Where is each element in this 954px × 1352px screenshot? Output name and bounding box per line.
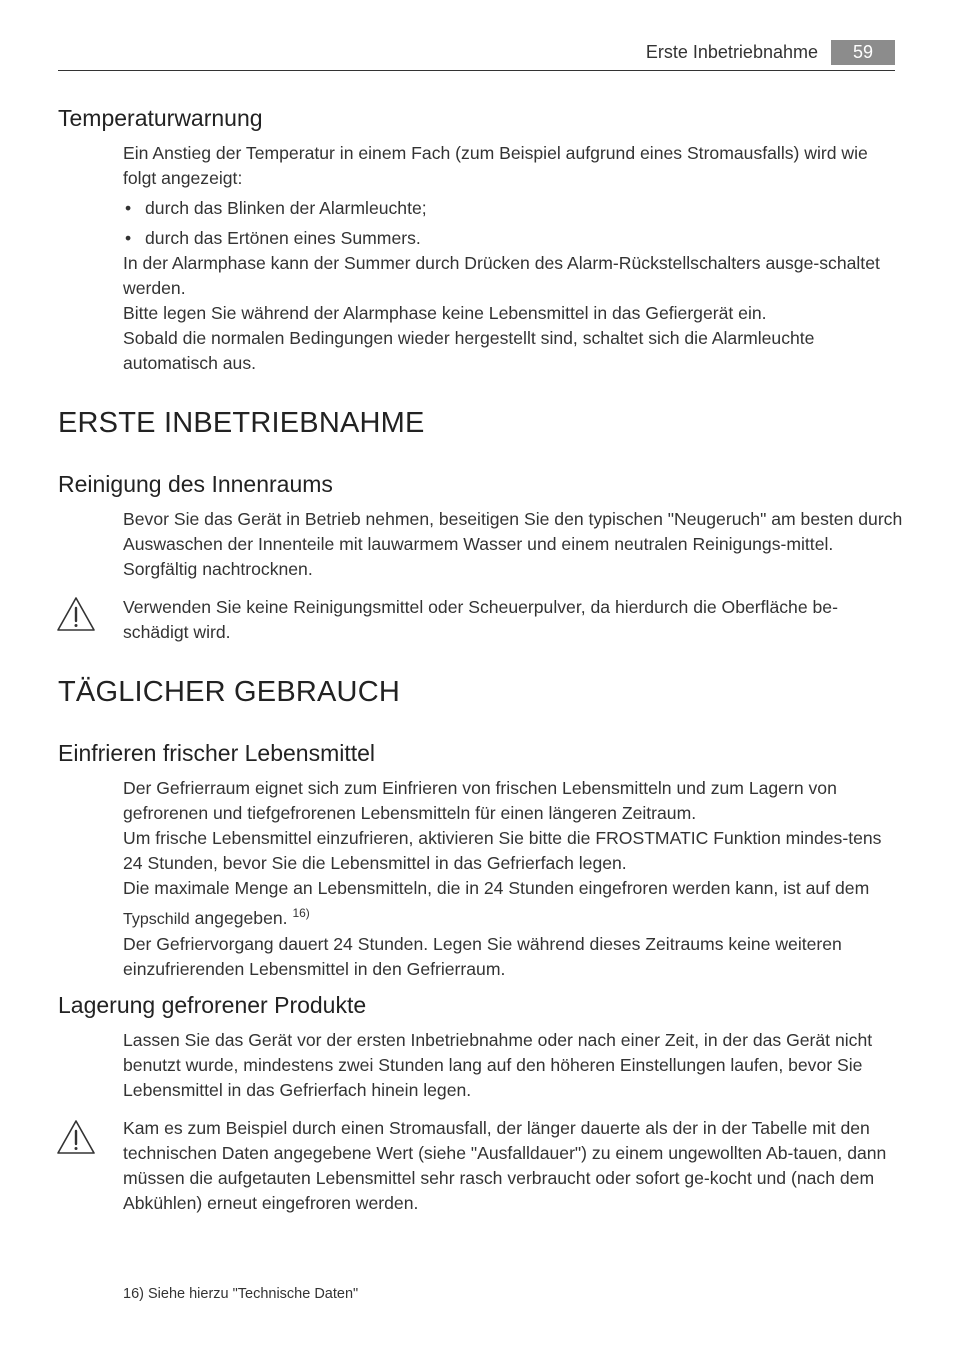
heading-reinigung: Reinigung des Innenraums (58, 471, 333, 497)
temperaturwarnung-body (123, 141, 903, 376)
bullet-item: • durch das Blinken der Alarmleuchte; (123, 196, 903, 221)
footnote-reference: 16) (292, 906, 310, 920)
einfrieren-paragraph: Der Gefrierraum eignet sich zum Einfrieren von frischen Lebensmitteln und zum Lagern von gefrorenen und tiefgefrorenen Lebensmitteln für einen längeren Zeitraum. (123, 778, 837, 823)
reinigung-text: Bevor Sie das Gerät in Betrieb nehmen, beseitigen Sie den typischen "Neugeruch" am besten durch Auswaschen der Innenteile mit lauwarmem Wasser und einem neutralen Reinigungs-mittel. Sorgfältig nachtrocknen. (123, 509, 903, 579)
einfrieren-paragraph-typschild (123, 876, 903, 932)
bullet-item: • durch das Ertönen eines Summers. (123, 226, 903, 251)
einfrieren-body (123, 776, 903, 982)
section-title-taeglicher-gebrauch: TÄGLICHER GEBRAUCH (58, 676, 400, 708)
warning-icon (56, 596, 96, 632)
einfrieren-text: Die maximale Menge an Lebensmitteln, die in 24 Stunden eingefroren werden kann, ist auf dem (123, 878, 870, 898)
heading-lagerung: Lagerung gefrorener Produkte (58, 992, 367, 1018)
warning-icon (56, 1119, 96, 1155)
heading-temperaturwarnung: Temperaturwarnung (58, 105, 263, 131)
einfrieren-text: angegeben. (194, 908, 288, 928)
lagerung-text: Lassen Sie das Gerät vor der ersten Inbetriebnahme oder nach einer Zeit, in der das Gerät nicht benutzt wurde, mindestens zwei Stunden lang auf den höheren Einstellungen laufen, bevor Sie Lebensmittel in das Gefrierfach hinein legen. (123, 1030, 873, 1100)
header-rule (58, 70, 895, 71)
temperaturwarnung-paragraph: Sobald die normalen Bedingungen wieder hergestellt sind, schaltet sich die Alarmleuchte automatisch aus. (123, 328, 815, 373)
temperaturwarnung-paragraph: In der Alarmphase kann der Summer durch Drücken des Alarm-Rückstellschalters ausge-schaltet werden. (123, 253, 880, 298)
running-header-title: Erste Inbetriebnahme (645, 42, 818, 62)
einfrieren-paragraph: Der Gefriervorgang dauert 24 Stunden. Legen Sie während dieses Zeitraums keine weiteren einzufrierenden Lebensmittel in den Gefrierraum. (123, 934, 842, 979)
warning-text-reinigung: Verwenden Sie keine Reinigungsmittel oder Scheuerpulver, da hierdurch die Oberfläche be-schädigt wird. (123, 597, 838, 642)
temperaturwarnung-intro: Ein Anstieg der Temperatur in einem Fach (zum Beispiel aufgrund eines Stromausfalls) wird wie folgt angezeigt: (123, 143, 868, 188)
temperaturwarnung-paragraph: Bitte legen Sie während der Alarmphase keine Lebensmittel in das Gefiergerät ein. (123, 303, 767, 323)
heading-einfrieren: Einfrieren frischer Lebensmittel (58, 740, 376, 766)
typschild-term: Typschild (123, 911, 190, 928)
page-number: 59 (831, 40, 895, 65)
warning-text-lagerung: Kam es zum Beispiel durch einen Stromausfall, der länger dauerte als der in der Tabelle mit den technischen Daten angegebene Wert (siehe "Ausfalldauer") zu einem ungewollten Ab-tauen, dann müssen die aufgetauten Lebensmittel sehr rasch verbraucht oder sofort ge-kocht und (nach dem Abkühlen) erneut eingefroren werden. (123, 1118, 887, 1213)
section-title-erste-inbetriebnahme: ERSTE INBETRIEBNAHME (58, 407, 425, 439)
footnote: 16) Siehe hierzu "Technische Daten" (123, 1286, 359, 1302)
einfrieren-paragraph: Um frische Lebensmittel einzufrieren, aktivieren Sie bitte die FROSTMATIC Funktion mindes-tens 24 Stunden, bevor Sie die Lebensmittel in das Gefrierfach legen. (123, 828, 882, 873)
